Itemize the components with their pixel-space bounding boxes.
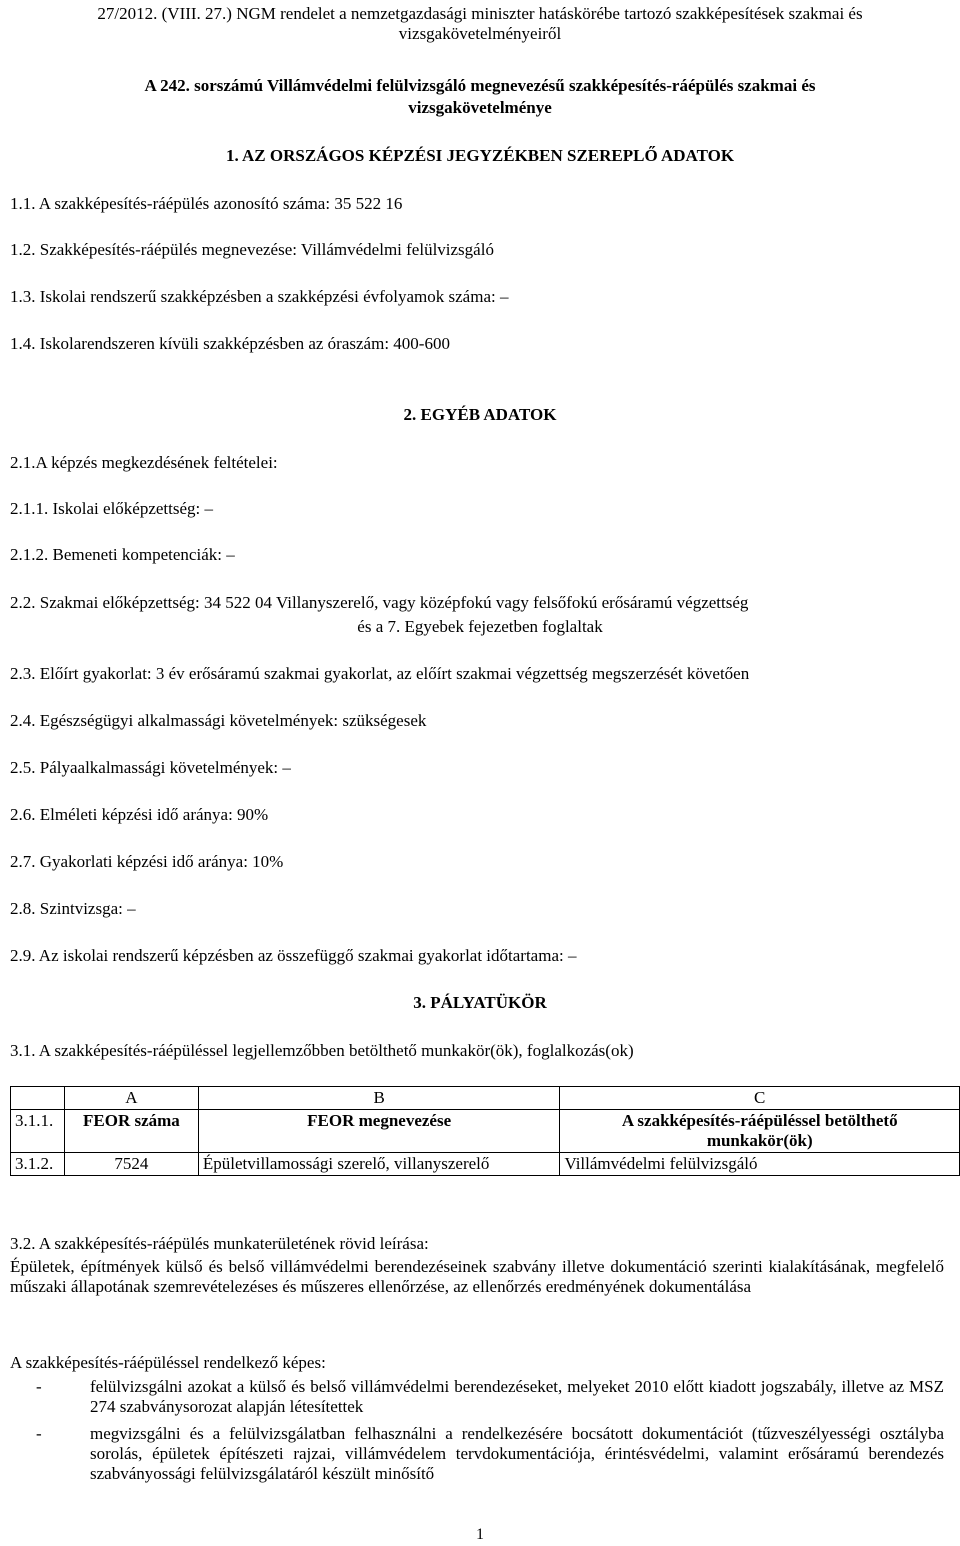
item-2-1: 2.1.A képzés megkezdésének feltételei: <box>10 453 278 472</box>
item-1-1: 1.1. A szakképesítés-ráépülés azonosító száma: 35 522 16 <box>10 194 403 213</box>
document-header-line-1: 27/2012. (VIII. 27.) NGM rendelet a nemzetgazdasági miniszter hatáskörébe tartozó szakképesítések szakmai és <box>97 4 863 23</box>
table-letter-row <box>11 1087 960 1110</box>
item-1-3: 1.3. Iskolai rendszerű szakképzésben a szakképzési évfolyamok száma: – <box>10 287 509 306</box>
item-2-3: 2.3. Előírt gyakorlat: 3 év erősáramú szakmai gyakorlat, az előírt szakmai végzettség megszerzését követően <box>10 664 750 683</box>
table-header-feor-name: FEOR megnevezése <box>198 1110 560 1153</box>
table-header-job <box>560 1110 960 1153</box>
document-title-line-2: vizsgakövetelménye <box>408 98 552 117</box>
table-row <box>11 1153 960 1176</box>
table-header-row <box>11 1110 960 1153</box>
table-cell-job: Villámvédelmi felülvizsgáló <box>560 1153 960 1176</box>
item-2-9: 2.9. Az iskolai rendszerű képzésben az összefüggő szakmai gyakorlat időtartama: – <box>10 946 577 965</box>
section-2-heading: 2. EGYÉB ADATOK <box>403 405 557 424</box>
feor-table <box>10 1086 960 1176</box>
capable-heading: A szakképesítés-ráépüléssel rendelkező képes: <box>10 1353 326 1372</box>
bullet-dash: - <box>36 1424 42 1443</box>
page-number: 1 <box>476 1526 484 1543</box>
item-2-7: 2.7. Gyakorlati képzési idő aránya: 10% <box>10 852 284 871</box>
section-3-heading: 3. PÁLYATÜKÖR <box>413 993 547 1012</box>
item-1-2: 1.2. Szakképesítés-ráépülés megnevezése: Villámvédelmi felülvizsgáló <box>10 240 494 259</box>
document-header-line-2: vizsgakövetelményeiről <box>398 24 562 43</box>
item-2-2-line-1: 2.2. Szakmai előképzettség: 34 522 04 Villanyszerelő, vagy középfokú vagy felsőfokú erősáramú végzettség <box>10 593 749 612</box>
item-2-2-line-2: és a 7. Egyebek fejezetben foglaltak <box>357 617 603 636</box>
table-row-number: 3.1.2. <box>11 1153 65 1176</box>
table-header-job-line-2: munkakör(ök) <box>706 1131 813 1150</box>
table-cell-feor-number: 7524 <box>64 1153 198 1176</box>
item-2-4: 2.4. Egészségügyi alkalmassági követelmények: szükségesek <box>10 711 427 730</box>
item-2-1-2: 2.1.2. Bemeneti kompetenciák: – <box>10 545 235 564</box>
item-2-8: 2.8. Szintvizsga: – <box>10 899 136 918</box>
table-header-job-line-1: A szakképesítés-ráépüléssel betölthető <box>621 1111 898 1130</box>
item-3-1: 3.1. A szakképesítés-ráépüléssel legjellemzőbben betölthető munkakör(ök), foglalkozás(ok) <box>10 1041 634 1060</box>
list-item: felülvizsgálni azokat a külső és belső villámvédelmi berendezéseket, melyeket 2010 előtt kiadott jogszabály, illetve az MSZ 274 szabványsorozat alapján létesítettek <box>90 1377 944 1416</box>
item-3-2-body: Épületek, építmények külső és belső villámvédelmi berendezéseinek szabvány illetve dokumentáció szerinti kialakításának, megfelelő műszaki állapotának szemrevételezéses és műszeres ellenőrzése, az ellenőrzés eredményének dokumentálása <box>10 1257 944 1296</box>
list-item: megvizsgálni és a felülvizsgálatban felhasználni a rendelkezésére bocsátott dokumentációt (tűzveszélyességi osztályba sorolás, épületek építészeti rajzai, villámvédelem tervdokumentációja, érintésvédelmi, valamint erősáramú berendezés szabványossági felülvizsgálatáról készült minősítő <box>90 1424 944 1483</box>
item-1-4: 1.4. Iskolarendszeren kívüli szakképzésben az óraszám: 400-600 <box>10 334 450 353</box>
table-header-feor-number: FEOR száma <box>64 1110 198 1153</box>
bullet-dash: - <box>36 1377 42 1396</box>
table-cell-empty <box>11 1087 65 1110</box>
table-col-letter-b: B <box>198 1087 560 1110</box>
table-col-letter-c: C <box>560 1087 960 1110</box>
table-col-letter-a: A <box>64 1087 198 1110</box>
item-2-1-1: 2.1.1. Iskolai előképzettség: – <box>10 499 214 518</box>
section-1-heading: 1. AZ ORSZÁGOS KÉPZÉSI JEGYZÉKBEN SZEREPLŐ ADATOK <box>225 146 735 165</box>
document-title-line-1: A 242. sorszámú Villámvédelmi felülvizsgáló megnevezésű szakképesítés-ráépülés szakmai és <box>144 76 816 95</box>
item-2-5: 2.5. Pályaalkalmassági követelmények: – <box>10 758 291 777</box>
table-row-number: 3.1.1. <box>11 1110 65 1153</box>
item-3-2-heading: 3.2. A szakképesítés-ráépülés munkaterületének rövid leírása: <box>10 1234 429 1253</box>
item-2-6: 2.6. Elméleti képzési idő aránya: 90% <box>10 805 269 824</box>
table-cell-feor-name: Épületvillamossági szerelő, villanyszerelő <box>198 1153 560 1176</box>
